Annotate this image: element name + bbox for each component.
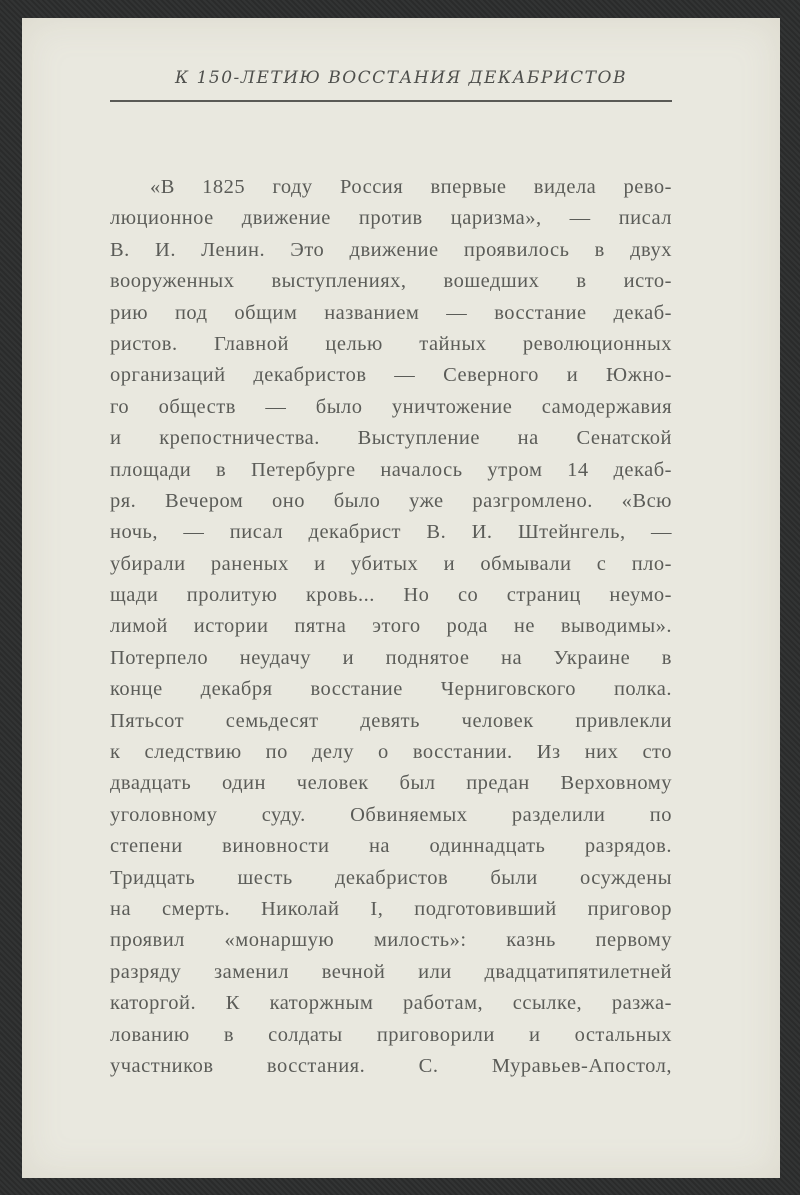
text-line: ночь, — писал декабрист В. И. Штейнгель, — (110, 521, 672, 544)
text-line: лимой истории пятна этого рода не выводимы». (110, 615, 672, 638)
text-line: площади в Петербурге началось утром 14 декаб- (110, 458, 672, 481)
text-line: ря. Вечером оно было уже разгромлено. «Всю (110, 489, 672, 512)
header-rule (110, 100, 672, 102)
text-line: Тридцать шесть декабристов были осуждены (110, 866, 672, 889)
text-line: го обществ — было уничтожение самодержавия (110, 395, 672, 418)
text-line: уголовному суду. Обвиняемых разделили по (110, 803, 672, 826)
text-line: убирали раненых и убитых и обмывали с пло- (110, 552, 672, 575)
document-page (22, 18, 780, 1178)
text-line: участников восстания. С. Муравьев-Апостол, (110, 1054, 672, 1077)
text-line: Пятьсот семьдесят девять человек привлекли (110, 709, 672, 732)
text-line: разряду заменил вечной или двадцатипятилетней (110, 960, 672, 983)
text-line: конце декабря восстание Черниговского полка. (110, 678, 672, 701)
text-line: каторгой. К каторжным работам, ссылке, разжа- (110, 992, 672, 1015)
text-line: двадцать один человек был предан Верховному (110, 772, 672, 795)
text-line: к следствию по делу о восстании. Из них сто (110, 741, 672, 764)
text-line: на смерть. Николай I, подготовивший приговор (110, 897, 672, 920)
text-line: ристов. Главной целью тайных революционных (110, 332, 672, 355)
body-paragraph (110, 172, 672, 1082)
running-header: К 150-ЛЕТИЮ ВОССТАНИЯ ДЕКАБРИСТОВ (175, 68, 627, 88)
text-line: степени виновности на одиннадцать разрядов. (110, 835, 672, 858)
text-line: и крепостничества. Выступление на Сенатской (110, 427, 672, 450)
text-line: организаций декабристов — Северного и Южно- (110, 364, 672, 387)
text-line: рию под общим названием — восстание декаб- (110, 301, 672, 324)
text-line: щади пролитую кровь... Но со страниц неумо- (110, 584, 672, 607)
text-line: проявил «монаршую милость»: казнь первому (110, 929, 672, 952)
text-line: В. И. Ленин. Это движение проявилось в двух (110, 238, 672, 261)
text-line: люционное движение против царизма», — писал (110, 207, 672, 230)
text-line: вооруженных выступлениях, вошедших в исто- (110, 270, 672, 293)
text-line: лованию в солдаты приговорили и остальных (110, 1023, 672, 1046)
text-line: Потерпело неудачу и поднятое на Украине в (110, 646, 672, 669)
text-line: «В 1825 году Россия впервые видела рево- (150, 176, 672, 198)
